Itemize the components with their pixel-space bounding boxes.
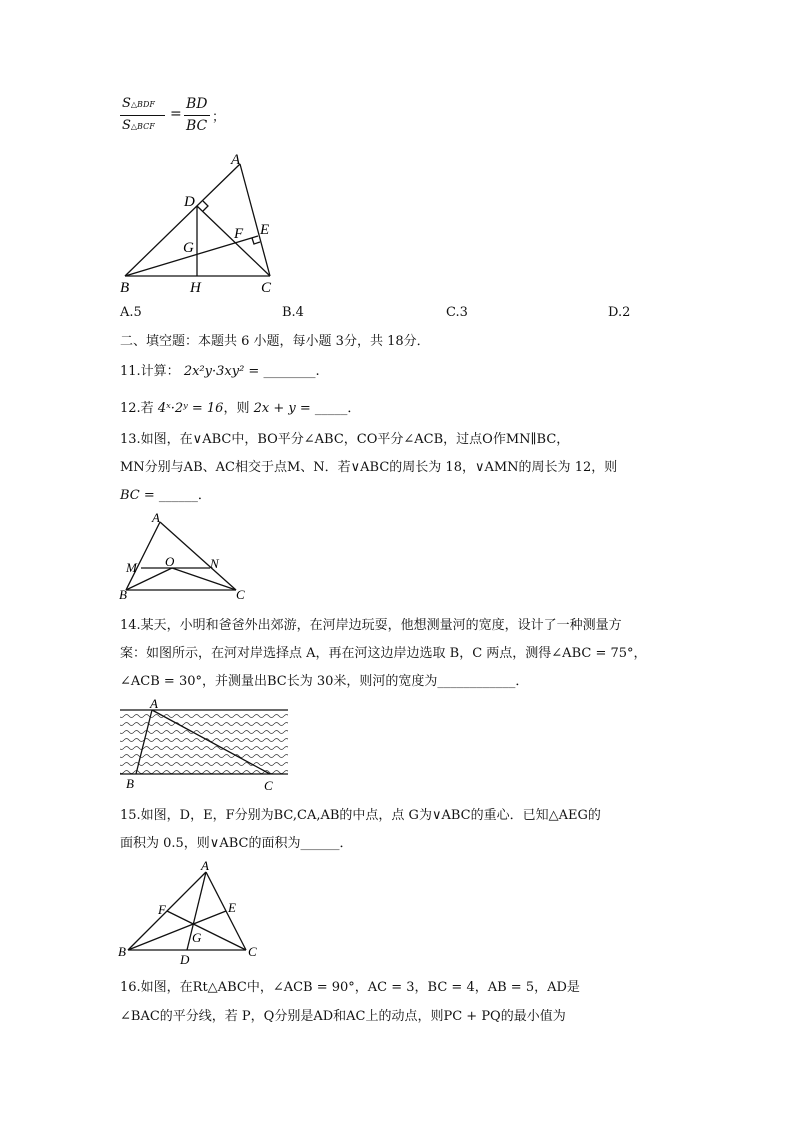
q13-line-1: 13.如图，在∨ABC中，BO平分∠ABC，CO平分∠ACB，过点O作MN∥BC， [120, 432, 570, 447]
fraction-bar-right [184, 115, 210, 116]
fig4-label-G: G [192, 930, 202, 945]
figure-1-triangle [110, 148, 290, 298]
fig1-label-B: B [120, 280, 130, 296]
fig1-label-E: E [260, 222, 270, 238]
q13-line-2: MN分别与AB、AC相交于点M、N．若∨ABC的周长为 18，∨AMN的周长为 12，则 [120, 460, 618, 475]
q14-line-2: 案：如图所示，在河对岸选择点 A，再在河这边岸边选取 B，C 两点，测得∠ABC = 75°， [120, 646, 647, 661]
figure-2-triangle [114, 508, 254, 600]
q14-text: ∠ACB = 30°，并测量出BC长为 30米，则河的宽度为 [120, 674, 438, 689]
fig4-label-D: D [180, 952, 190, 967]
fig3-label-B: B [126, 776, 134, 791]
q12-expr2: 2x + y = [253, 401, 311, 416]
formula-num-right: BD [186, 96, 208, 112]
fig2-label-O: O [165, 554, 175, 569]
formula-den-right: BC [186, 118, 208, 134]
fig2-label-N: N [210, 556, 219, 571]
q12-expr: 4ˣ·2ʸ = 16 [157, 401, 224, 416]
fig2-label-C: C [236, 587, 245, 600]
q13-tail: ． [197, 488, 211, 503]
q11-tail: . [315, 364, 320, 379]
q14-tail: ． [515, 674, 529, 689]
q13-blank: ______ [158, 488, 198, 503]
fig1-label-G: G [183, 240, 194, 256]
fig1-label-F: F [234, 226, 244, 242]
q14-blank: ____________ [437, 674, 516, 689]
fig4-label-F: F [158, 902, 166, 917]
question-12 [120, 397, 360, 416]
q15-blank: ______ [300, 836, 340, 851]
formula-den-left: S [122, 118, 131, 133]
fig4-label-B: B [118, 944, 126, 959]
figure-3-river [114, 696, 296, 794]
q16-line-1: 16.如图，在Rt△ABC中，∠ACB = 90°，AC = 3，BC = 4，AB = 5，AD是 [120, 980, 580, 995]
fig2-label-M: M [126, 560, 137, 575]
fig4-label-C: C [248, 944, 257, 959]
option-d: D.2 [608, 305, 631, 320]
option-c: C.3 [446, 305, 468, 320]
q12-label: 12.若 [120, 401, 154, 416]
fig3-label-C: C [264, 778, 273, 793]
formula-tail: ； [212, 110, 226, 125]
q11-label: 11.计算： [120, 364, 180, 379]
fig1-label-D: D [184, 194, 195, 210]
q14-line-1: 14.某天，小明和爸爸外出郊游，在河岸边玩耍，他想测量河的宽度，设计了一种测量方 [120, 618, 622, 633]
fig4-label-E: E [228, 900, 236, 915]
q13-bc: BC = [120, 488, 155, 503]
figure-4-centroid [114, 856, 274, 968]
formula-den-left-sub: △BCF [130, 122, 155, 131]
top-formula [120, 96, 240, 142]
fig2-label-A: A [152, 510, 160, 525]
option-b: B.4 [282, 305, 304, 320]
fraction-bar-left [120, 115, 165, 116]
q12-tail: ． [347, 401, 361, 416]
q11-expr: 2x²y·3xy² = [183, 364, 260, 379]
fig2-label-B: B [119, 587, 127, 600]
q15-line-2 [120, 832, 352, 851]
q16-line-2: ∠BAC的平分线，若 P，Q分别是AD和AC上的动点，则PC + PQ的最小值为 [120, 1009, 566, 1024]
formula-num-left: S [122, 96, 131, 111]
q14-line-3 [120, 670, 528, 689]
q15-text: 面积为 0.5，则∨ABC的面积为 [120, 836, 301, 851]
fig4-label-A: A [201, 858, 209, 873]
q15-tail: ． [339, 836, 353, 851]
formula-num-left-sub: △BDF [130, 100, 155, 109]
fig1-label-A: A [231, 152, 241, 168]
option-a: A.5 [120, 305, 142, 320]
q11-blank: ________ [263, 364, 316, 379]
fig3-label-A: A [150, 696, 158, 711]
q13-line-3 [120, 484, 211, 503]
q15-line-1: 15.如图，D，E，F分别为BC,CA,AB的中点，点 G为∨ABC的重心．已知△AEG的 [120, 808, 601, 823]
fig1-label-C: C [261, 280, 272, 296]
q12-mid: ，则 [223, 401, 250, 416]
q12-blank: _____ [314, 401, 348, 416]
question-11 [120, 360, 320, 379]
section-title: 二、填空题：本题共 6 小题，每小题 3分，共 18分． [120, 334, 430, 349]
fig1-label-H: H [190, 280, 201, 296]
formula-eq: = [170, 106, 182, 122]
